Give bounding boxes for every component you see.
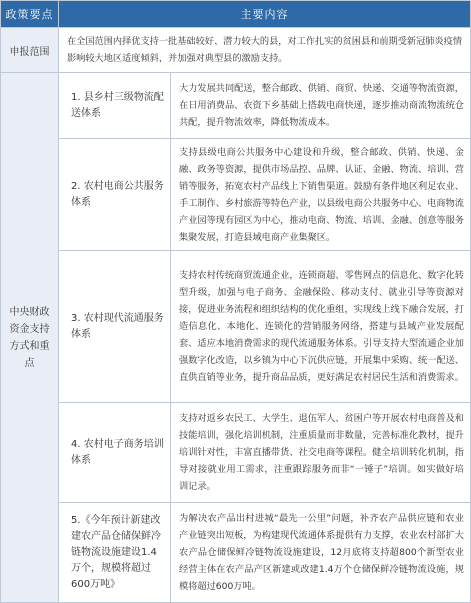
table-header-row bbox=[1, 1, 471, 28]
table-row-item-4 bbox=[1, 403, 471, 503]
item-2-title: 2. 农村电商公共服务体系 bbox=[59, 139, 171, 251]
apply-range-label: 申报范围 bbox=[1, 28, 59, 73]
item-5-content: 为解决农产品出村进城“最先一公里”问题，补齐农产品供应链和农业产业链突出短板，为构建现代流通体系提供有力支撑，农业农村部扩大农产品仓储保鲜冷链物流设施建设，12月底将支持超800个新型农业经营主体在农产品产区新建或改建1.4万个仓储保鲜冷链物流设施，规模将超过600万吨。 bbox=[171, 503, 471, 603]
item-1-content: 大力发展共同配送，整合邮政、供销、商贸、快递、交通等物流资源，在日用消费品、农资下乡基础上搭载电商快递，逐步推动商流物流统仓共配，提升物流效率，降低物流成本。 bbox=[171, 73, 471, 139]
header-policy-points: 政策要点 bbox=[1, 1, 59, 28]
item-2-content: 支持县级电商公共服务中心建设和升级，整合邮政、供销、快递、金融、政务等资源，提供市场品控、品牌、认证、金融、物流、培训、营销等服务，拓宽农村产品线上下销售渠道。鼓励有条件地区利足农业、手工制作、乡村旅游等特色产业，以县级电商公共服务中心、电商物流产业园等现有园区为中心，推动电商、物流、培训、金融、创意等服务集聚发展，打造县域电商产业集聚区。 bbox=[171, 139, 471, 251]
table-row-item-2 bbox=[1, 139, 471, 251]
header-main-content: 主要内容 bbox=[59, 1, 471, 28]
item-4-title: 4. 农村电子商务培训体系 bbox=[59, 403, 171, 503]
item-3-title: 3. 农村现代流通服务体系 bbox=[59, 251, 171, 403]
item-5-title: 5.《今年预计新建改建农产品仓储保鲜冷链物流设施建设1.4万个，规模将超过600万吨》 bbox=[59, 503, 171, 603]
central-fund-label: 中央财政资金支持方式和重点 bbox=[1, 73, 59, 603]
item-3-content: 支持农村传统商贸流通企业，连锁商超、零售网点的信息化、数字化转型升级，加强与电子商务、金融保险、移动支付、就业引导等资源对接，促进业务流程和组织结构的优化重组，实现线上线下融合发展，打造信息化、本地化、连锁化的营销服务网络，搭建与县域产业发展配套、适应本地消费需求的现代流通服务体系。引导支持大型流通企业加强数字化改造，以乡镇为中心下沉供应链，开展集中采购、统一配送、直供直销等业务，提升商品品质，更好满足农村居民生活和消费需求。 bbox=[171, 251, 471, 403]
table-row-item-3 bbox=[1, 251, 471, 403]
table-row-item-5 bbox=[1, 503, 471, 603]
item-4-content: 支持对返乡农民工、大学生、退伍军人、贫困户等开展农村电商普及和技能培训，强化培训机制，注重质量而非数量，完善标准化教材，提升培训针对性，丰富直播带货、社交电商等课程。健全培训转化机制，指导对接就业用工需求，注重跟踪服务而非“一锤子”培训。如实做好培训记录。 bbox=[171, 403, 471, 503]
item-1-title: 1. 县乡村三级物流配送体系 bbox=[59, 73, 171, 139]
table-row-apply-range bbox=[1, 28, 471, 73]
apply-range-text: 在全国范围内择优支持一批基础较好、潜力较大的县，对工作扎实的贫困县和前期受新冠肺炎疫情影响较大地区适度倾斜，并加强对典型县的激励支持。 bbox=[59, 28, 471, 73]
table-row-item-1 bbox=[1, 73, 471, 139]
